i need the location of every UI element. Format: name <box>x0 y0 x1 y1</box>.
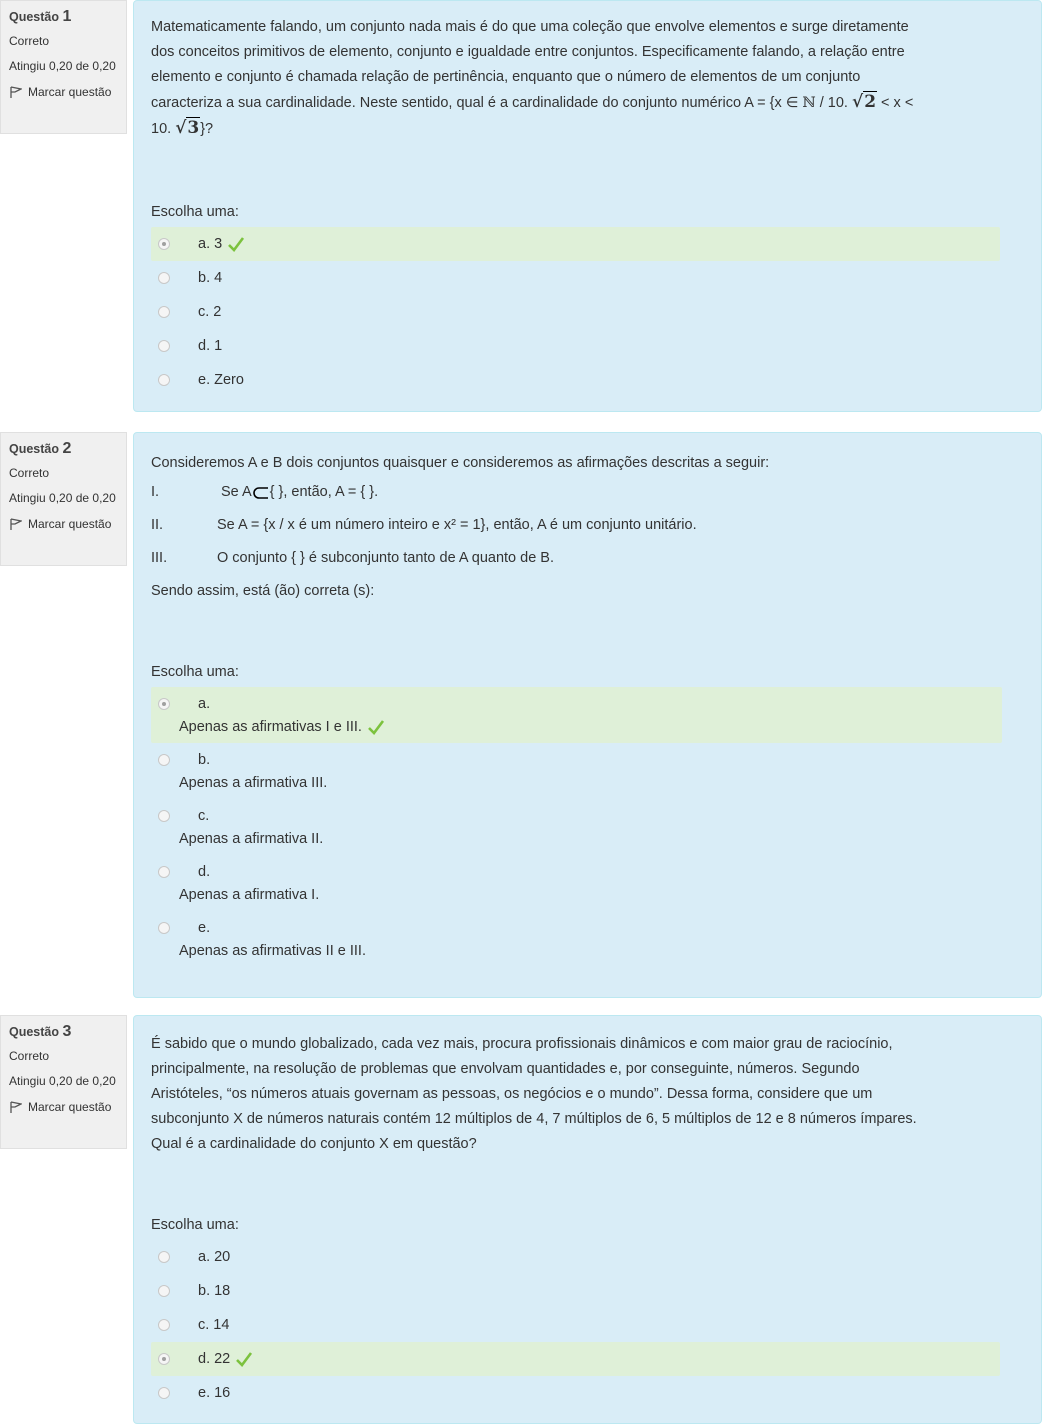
choose-one-label: Escolha uma: <box>151 1217 239 1233</box>
option-d[interactable]: d. Apenas a afirmativa I. <box>151 855 1002 911</box>
answer-options <box>151 687 1024 967</box>
option-a[interactable]: a. 3 <box>151 227 1000 261</box>
question-info <box>0 1015 127 1149</box>
radio-button[interactable] <box>158 1353 170 1365</box>
question-info <box>0 432 127 566</box>
option-e[interactable]: e. Apenas as afirmativas II e III. <box>151 911 1002 967</box>
question-content <box>133 432 1042 998</box>
option-d[interactable]: d. 22 <box>151 1342 1000 1376</box>
statement-2: II. Se A = {x / x é um número inteiro e x² = 1}, então, A é um conjunto unitário. <box>151 517 697 533</box>
question-text: Consideremos A e B dois conjuntos quaisquer e consideremos as afirmações descritas a seguir: I. Se A { }, então, A = { }. II. Se A = {x / x é um número inteiro e x² = 1}, então, A é um conjunto unitário. III. O conjunto { } é subconjunto tanto de A quanto de B. Sendo assim, está (ão) correta (s): <box>151 451 1024 604</box>
option-c[interactable]: c. 2 <box>151 295 1000 329</box>
radio-button[interactable] <box>158 272 170 284</box>
question-state: Correto <box>9 1048 50 1063</box>
question-text: É sabido que o mundo globalizado, cada vez mais, procura profissionais dinâmicos e com maior grau de raciocínio, principalmente, na resolução de problemas que envolvam quantidades e, por conseguinte, números. Segundo Aristóteles, “os números atuais governam as pessoas, os negócios e o mundo”. Dessa forma, considere que um subconjunto X de números naturais contém 12 múltiplos de 4, 7 múltiplos de 6, 5 múltiplos de 12 e 8 números ímpares. Qual é a cardinalidade do conjunto X em questão? <box>151 1036 917 1152</box>
question-info <box>0 0 127 134</box>
option-a[interactable]: a. Apenas as afirmativas I e III. <box>151 687 1002 743</box>
question-content <box>133 0 1042 412</box>
option-b[interactable]: b. 4 <box>151 261 1000 295</box>
correct-check-icon <box>227 236 245 252</box>
radio-button[interactable] <box>158 238 170 250</box>
subset-symbol-icon <box>252 487 270 499</box>
choose-one-label: Escolha uma: <box>151 664 239 680</box>
correct-check-icon <box>235 1351 253 1367</box>
option-d[interactable]: d. 1 <box>151 329 1000 363</box>
statement-3: III. O conjunto { } é subconjunto tanto de A quanto de B. <box>151 550 554 566</box>
flag-question-button[interactable]: Marcar questão <box>9 85 126 101</box>
question-state: Correto <box>9 33 50 48</box>
question-grade: Atingiu 0,20 de 0,20 <box>9 59 116 74</box>
question-number: Questão 3 <box>9 1023 72 1040</box>
flag-question-button[interactable]: Marcar questão <box>9 1100 126 1116</box>
question-grade: Atingiu 0,20 de 0,20 <box>9 491 116 506</box>
question-number: Questão 2 <box>9 440 72 457</box>
correct-check-icon <box>367 719 385 735</box>
option-e[interactable]: e. 16 <box>151 1376 1000 1410</box>
question-number: Questão 1 <box>9 8 72 25</box>
radio-button[interactable] <box>158 810 170 822</box>
radio-button[interactable] <box>158 1285 170 1297</box>
statement-1: I. Se A { }, então, A = { }. <box>151 484 379 500</box>
answer-options <box>151 1240 1024 1410</box>
question-text: Matematicamente falando, um conjunto nada mais é do que uma coleção que envolve elementos e surge diretamente dos conceitos primitivos de elemento, conjunto e igualdade entre conjuntos. Especificamente falando, a relação entre elemento e conjunto é chamada relação de pertinência, enquanto que o número de elementos de um conjunto caracteriza a sua cardinalidade. Neste sentido, qual é a cardinalidade do conjunto numérico A = {x ∈ ℕ / 10. √2 < x < 10. √3}? <box>151 19 914 138</box>
question-grade: Atingiu 0,20 de 0,20 <box>9 1074 116 1089</box>
flag-icon <box>9 86 22 99</box>
option-b[interactable]: b. Apenas a afirmativa III. <box>151 743 1002 799</box>
answer-options <box>151 227 1024 397</box>
flag-question-button[interactable]: Marcar questão <box>9 517 126 533</box>
radio-button[interactable] <box>158 922 170 934</box>
radio-button[interactable] <box>158 866 170 878</box>
radio-button[interactable] <box>158 1387 170 1399</box>
question-content <box>133 1015 1042 1424</box>
option-b[interactable]: b. 18 <box>151 1274 1000 1308</box>
flag-icon <box>9 1101 22 1114</box>
radio-button[interactable] <box>158 754 170 766</box>
question-state: Correto <box>9 465 50 480</box>
radio-button[interactable] <box>158 306 170 318</box>
option-a[interactable]: a. 20 <box>151 1240 1000 1274</box>
radio-button[interactable] <box>158 698 170 710</box>
radio-button[interactable] <box>158 1251 170 1263</box>
option-e[interactable]: e. Zero <box>151 363 1000 397</box>
option-c[interactable]: c. Apenas a afirmativa II. <box>151 799 1002 855</box>
radio-button[interactable] <box>158 374 170 386</box>
radio-button[interactable] <box>158 340 170 352</box>
option-c[interactable]: c. 14 <box>151 1308 1000 1342</box>
choose-one-label: Escolha uma: <box>151 204 239 220</box>
flag-icon <box>9 518 22 531</box>
radio-button[interactable] <box>158 1319 170 1331</box>
